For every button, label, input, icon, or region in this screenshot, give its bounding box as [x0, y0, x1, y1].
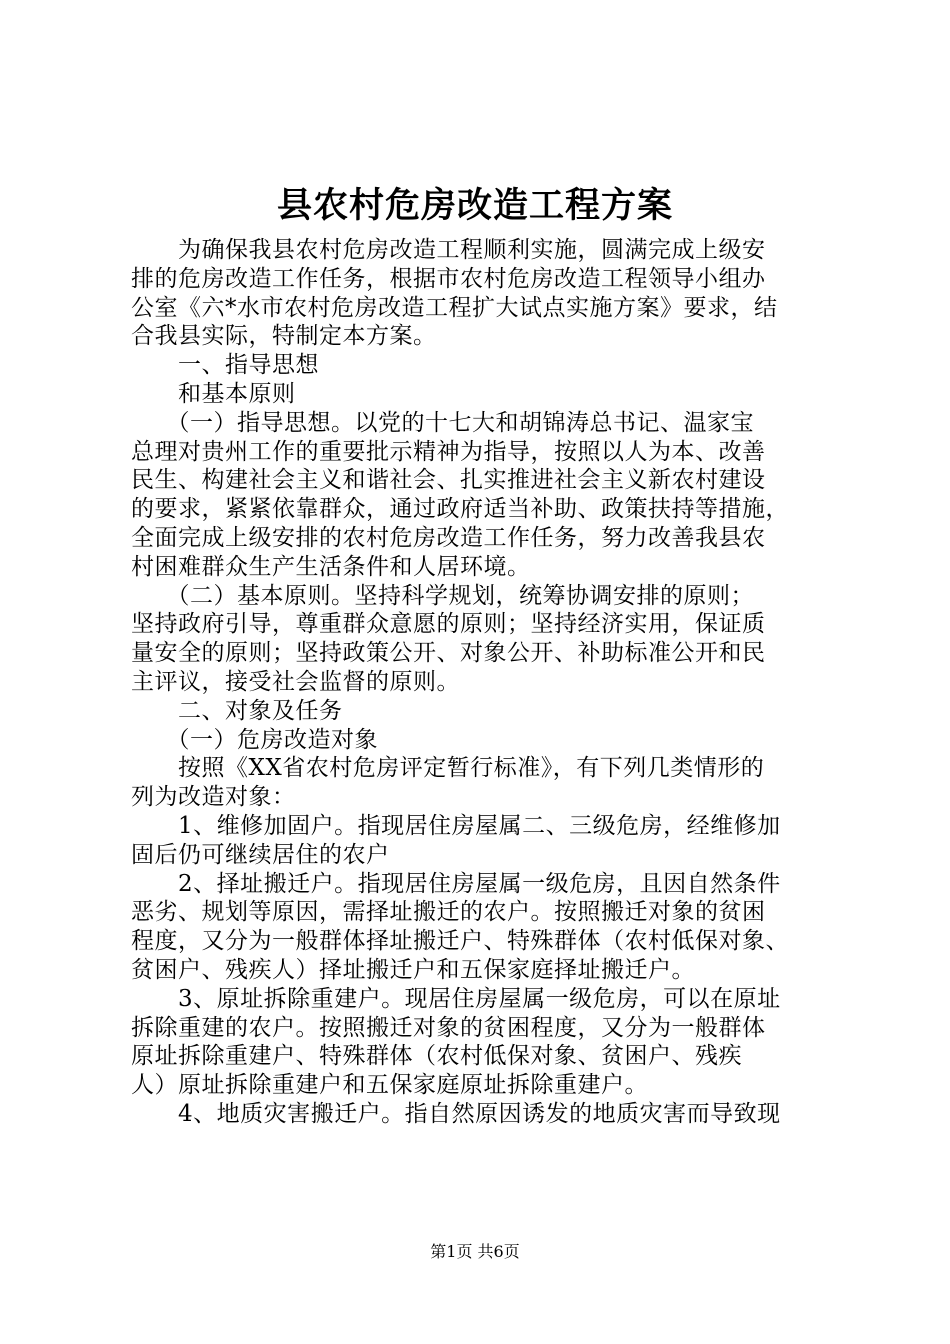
text-line: 4、地质灾害搬迁户。指自然原因诱发的地质灾害而导致现	[131, 1100, 781, 1127]
text-line: 拆除重建的农户。按照搬迁对象的贫困程度，又分为一般群体	[131, 1014, 766, 1041]
text-line: 合我县实际，特制定本方案。	[131, 323, 437, 350]
text-line: 贫困户、残疾人）择址搬迁户和五保家庭择址搬迁户。	[131, 956, 695, 983]
text-line: 总理对贵州工作的重要批示精神为指导，按照以人为本、改善	[131, 438, 766, 465]
text-line: 的要求，紧紧依靠群众，通过政府适当补助、政策扶持等措施，	[131, 496, 789, 523]
text-line: 民生、构建社会主义和谐社会、扎实推进社会主义新农村建设	[131, 467, 766, 494]
text-line: （一）指导思想。以党的十七大和胡锦涛总书记、温家宝	[131, 409, 754, 436]
text-line: 排的危房改造工作任务，根据市农村危房改造工程领导小组办	[131, 265, 766, 292]
text-line: 村困难群众生产生活条件和人居环境。	[131, 553, 531, 580]
text-line: 按照《XX省农村危房评定暂行标准》，有下列几类情形的	[131, 755, 765, 782]
text-line: 二、对象及任务	[131, 697, 343, 724]
text-line: 恶劣、规划等原因，需择址搬迁的农户。按照搬迁对象的贫困	[131, 899, 766, 926]
text-line: 公室《六*水市农村危房改造工程扩大试点实施方案》要求，结	[131, 294, 778, 321]
text-line: 列为改造对象：	[131, 784, 296, 811]
text-line: 全面完成上级安排的农村危房改造工作任务，努力改善我县农	[131, 524, 766, 551]
page-footer: 第1页 共6页	[430, 1242, 520, 1261]
text-line: 2、择址搬迁户。指现居住房屋属一级危房，且因自然条件	[131, 870, 781, 897]
text-line: （二）基本原则。坚持科学规划，统筹协调安排的原则；	[131, 582, 754, 609]
text-line: 固后仍可继续居住的农户	[131, 841, 390, 868]
text-line: 为确保我县农村危房改造工程顺利实施，圆满完成上级安	[131, 237, 766, 263]
text-line: （一）危房改造对象	[131, 726, 378, 753]
text-line: 人）原址拆除重建户和五保家庭原址拆除重建户。	[131, 1072, 648, 1099]
text-line: 量安全的原则；坚持政策公开、对象公开、补助标准公开和民	[131, 640, 766, 667]
text-line: 坚持政府引导，尊重群众意愿的原则；坚持经济实用，保证质	[131, 611, 766, 638]
text-line: 3、原址拆除重建户。现居住房屋属一级危房，可以在原址	[131, 985, 781, 1012]
document-title: 县农村危房改造工程方案	[276, 185, 673, 226]
document-body	[131, 236, 841, 1129]
text-line: 1、维修加固户。指现居住房屋属二、三级危房，经维修加	[131, 812, 781, 839]
text-line: 程度，又分为一般群体择址搬迁户、特殊群体（农村低保对象、	[131, 928, 789, 955]
text-line: 和基本原则	[131, 380, 296, 407]
text-line: 原址拆除重建户、特殊群体（农村低保对象、贫困户、残疾	[131, 1043, 742, 1070]
text-line: 一、指导思想	[131, 352, 319, 379]
text-line: 主评议，接受社会监督的原则。	[131, 668, 460, 695]
